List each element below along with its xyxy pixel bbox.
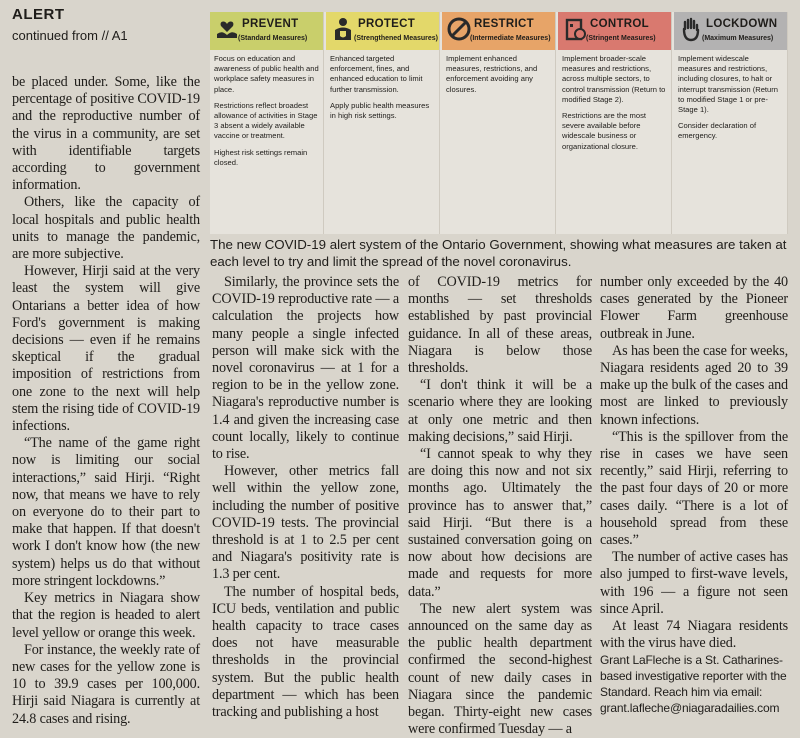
level-subtitle: (Strengthened Measures) — [354, 35, 439, 42]
level-title: PREVENT — [242, 18, 299, 30]
article-paragraph: “I don't think it will be a scenario where they are looking at only one metric and then making decisions,” said Hirji. — [408, 377, 592, 445]
article-paragraph: For instance, the weekly rate of new cases for the yellow zone is 10 to 39.9 cases per 100,000. Hirji said Niagara is currently at 24.8 cases and rising. — [12, 641, 200, 727]
level-control — [558, 12, 672, 234]
level-text: Implement widescale measures and restrictions, including closures, to halt or interrupt transmission (Return to modified Stage 1 or pre-Stage 1). — [678, 54, 779, 115]
continued-from: continued from // A1 — [12, 28, 128, 43]
level-body — [210, 50, 324, 234]
level-text: Implement enhanced measures, restrictions, and enforcement avoiding any closures. — [446, 54, 538, 94]
article-paragraph: Similarly, the province sets the COVID-19 reproductive rate — a calculation the projects how many people a single infected person will make sick with the novel coronavirus — at 1 for a region to be in the yellow zone. Niagara's reproductive number is 1.4 and given the increasing case count locally, likely to continue to rise. — [212, 274, 399, 463]
article-paragraph: The new alert system was announced on the same day as the public health department confirmed the second-highest count of new daily cases in Niagara since the pandemic began. Thirty-eight new cases were confirmed Tuesday — a — [408, 600, 592, 738]
level-restrict — [442, 12, 556, 234]
level-text: Focus on education and awareness of public health and workplace safety measures in place. — [214, 54, 319, 94]
level-subtitle: (Standard Measures) — [238, 35, 308, 42]
level-body — [326, 50, 440, 234]
level-header — [326, 12, 440, 50]
article-paragraph: number only exceeded by the 40 cases generated by the Pioneer Flower Farm greenhouse outbreak in June. — [600, 274, 788, 342]
level-subtitle: (Maximum Measures) — [702, 35, 774, 42]
level-header — [558, 12, 672, 50]
author-bio: Grant LaFleche is a St. Catharines-based investigative reporter with the Standard. Reach him via email: grant.lafleche@niagaradailies.com — [600, 653, 787, 716]
article-paragraph: However, Hirji said at the very least the system will give Ontarians a better idea of how Ford's government is making decisions — even if he remains skeptical if the gradual imposition of restrictions from one zone to the next will help stem the rising tide of COVID-19 infections. — [12, 263, 200, 435]
level-protect — [326, 12, 440, 234]
no-entry-icon — [446, 16, 472, 42]
level-lockdown — [674, 12, 788, 234]
article-column-2 — [212, 274, 399, 721]
article-paragraph: “The name of the game right now is limiting our social interactions,” said Hirji. “Right now, that means we have to rely on everyone do to their part to make that happen. If that doesn't work I don't know how (the new system) helps us do that without more stringent lockdowns.” — [12, 435, 200, 589]
level-prevent — [210, 12, 324, 234]
hands-heart-icon — [214, 16, 240, 42]
building-icon — [562, 16, 588, 42]
level-title: LOCKDOWN — [706, 18, 778, 30]
article-paragraph: As has been the case for weeks, Niagara residents aged 20 to 39 make up the bulk of the cases and most are linked to previously known infections. — [600, 342, 788, 428]
level-title: PROTECT — [358, 18, 416, 30]
level-title: CONTROL — [590, 18, 649, 30]
article-paragraph: The number of hospital beds, ICU beds, ventilation and public health capacity to trace cases does not have measurable thresholds in the provincial system. But the public health department — which has been tracking and publishing a host — [212, 583, 399, 721]
article-paragraph: “This is the spillover from the rise in cases we have seen recently,” said Hirji, referring to the past four days of 20 or more cases daily. “There is a lot of household spread from these cases.” — [600, 428, 788, 549]
section-label: ALERT — [12, 6, 65, 23]
alert-levels-graphic — [210, 12, 788, 234]
shield-person-icon — [330, 16, 356, 42]
article-paragraph: “I cannot speak to why they are doing this now and not six months ago. Ultimately the province has to answer that,” said Hirji. “But there is a sustained conversation going on now about how decisions are made and requests for more data.” — [408, 446, 592, 600]
level-header — [210, 12, 324, 50]
level-body — [674, 50, 788, 234]
level-body — [558, 50, 672, 234]
article-column-1 — [12, 74, 200, 728]
article-paragraph: Key metrics in Niagara show that the region is headed to alert level yellow or orange this week. — [12, 590, 200, 641]
level-text: Highest risk settings remain closed. — [214, 147, 308, 167]
level-title: RESTRICT — [474, 18, 534, 30]
article-paragraph: of COVID-19 metrics for months — set thresholds established by past provincial guidance. In all of these areas, Niagara is below those thresholds. — [408, 274, 592, 377]
stop-hand-icon — [678, 16, 704, 42]
level-text: Restrictions reflect broadest allowance of activities in Stage 3 absent a widely available vaccine or treatment. — [214, 100, 318, 141]
level-body — [442, 50, 556, 234]
article-paragraph: At least 74 Niagara residents with the virus have died. — [600, 618, 788, 652]
article-paragraph: Others, like the capacity of local hospitals and public health units to manage the pandemic, are more subjective. — [12, 194, 200, 263]
article-column-4 — [600, 274, 788, 716]
level-header — [442, 12, 556, 50]
level-text: Restrictions are the most severe available before widescale business or organizational closure. — [562, 111, 646, 151]
level-subtitle: (Intermediate Measures) — [470, 35, 551, 42]
article-paragraph: However, other metrics fall well within the yellow zone, including the number of positive COVID-19 tests. The provincial threshold is at 1 to 2.5 per cent and Niagara's positivity rate is 1.3 per cent. — [212, 463, 399, 583]
article-column-3 — [408, 274, 592, 738]
article-paragraph: The number of active cases has also jumped to first-wave levels, with 196 — a figure not seen since April. — [600, 549, 788, 617]
article-paragraph: be placed under. Some, like the percentage of positive COVID-19 and the reproductive number of the virus in a community, are set with identifiable targets according to government information. — [12, 74, 201, 194]
level-subtitle: (Stringent Measures) — [586, 35, 656, 42]
graphic-caption: The new COVID-19 alert system of the Ontario Government, showing what measures are taken at each level to try and limit the spread of the novel coronavirus. — [210, 237, 787, 269]
level-text: Apply public health measures in high risk settings. — [330, 100, 430, 121]
level-text: Enhanced targeted enforcement, fines, and enhanced education to limit further transmission. — [330, 54, 423, 94]
level-text: Consider declaration of emergency. — [678, 121, 757, 141]
level-text: Implement broader-scale measures and restrictions, across multiple sectors, to control transmission (Return to modified Stage 2). — [562, 54, 666, 104]
level-header — [674, 12, 788, 50]
